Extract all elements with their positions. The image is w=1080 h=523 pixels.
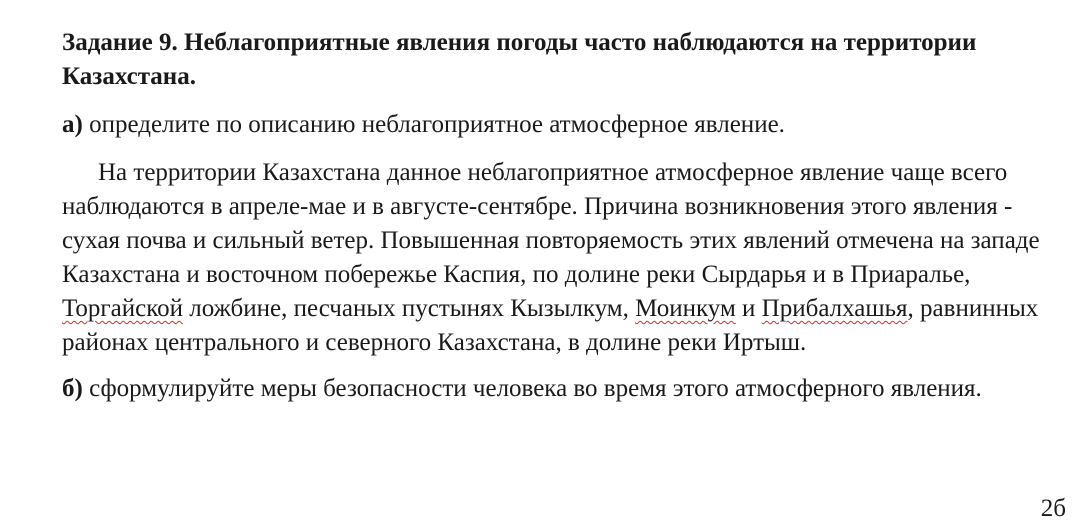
document-page xyxy=(62,26,1052,406)
description-part-3: и xyxy=(735,295,762,322)
spellcheck-word-torgai: Торгайской xyxy=(62,295,183,322)
question-b xyxy=(62,372,1052,406)
page-corner-text: 2б xyxy=(1040,495,1066,522)
question-a xyxy=(62,108,1052,142)
description-part-4: , равнинных районах центрального и северного Казахстана, в долине реки Иртыш. xyxy=(62,295,1039,356)
phenomenon-description xyxy=(62,156,1052,360)
spellcheck-word-moinkum: Моинкум xyxy=(635,295,736,322)
question-b-label: б) xyxy=(62,375,83,402)
question-a-label: а) xyxy=(62,111,83,138)
description-part-1: На территории Казахстана данное неблагоприятное атмосферное явление чаще всего наблюдаются в апреле-мае и в августе-сентябре. Причина возникновения этого явления - сухая почва и сильный ветер. Повышенная повторяемость этих явлений отмечена на западе Казахстана и восточном побережье Каспия, по долине реки Сырдарья и в Приаралье, xyxy=(62,159,1040,288)
question-b-text: сформулируйте меры безопасности человека во время этого атмосферного явления. xyxy=(82,375,982,402)
task-title: Задание 9. Неблагоприятные явления погоды часто наблюдаются на территории Казахстана. xyxy=(62,29,977,90)
spellcheck-word-pribalkhash: Прибалхашья xyxy=(761,295,908,322)
question-a-text: определите по описанию неблагоприятное атмосферное явление. xyxy=(82,111,785,138)
description-part-2: ложбине, песчаных пустынях Кызылкум, xyxy=(182,295,636,322)
